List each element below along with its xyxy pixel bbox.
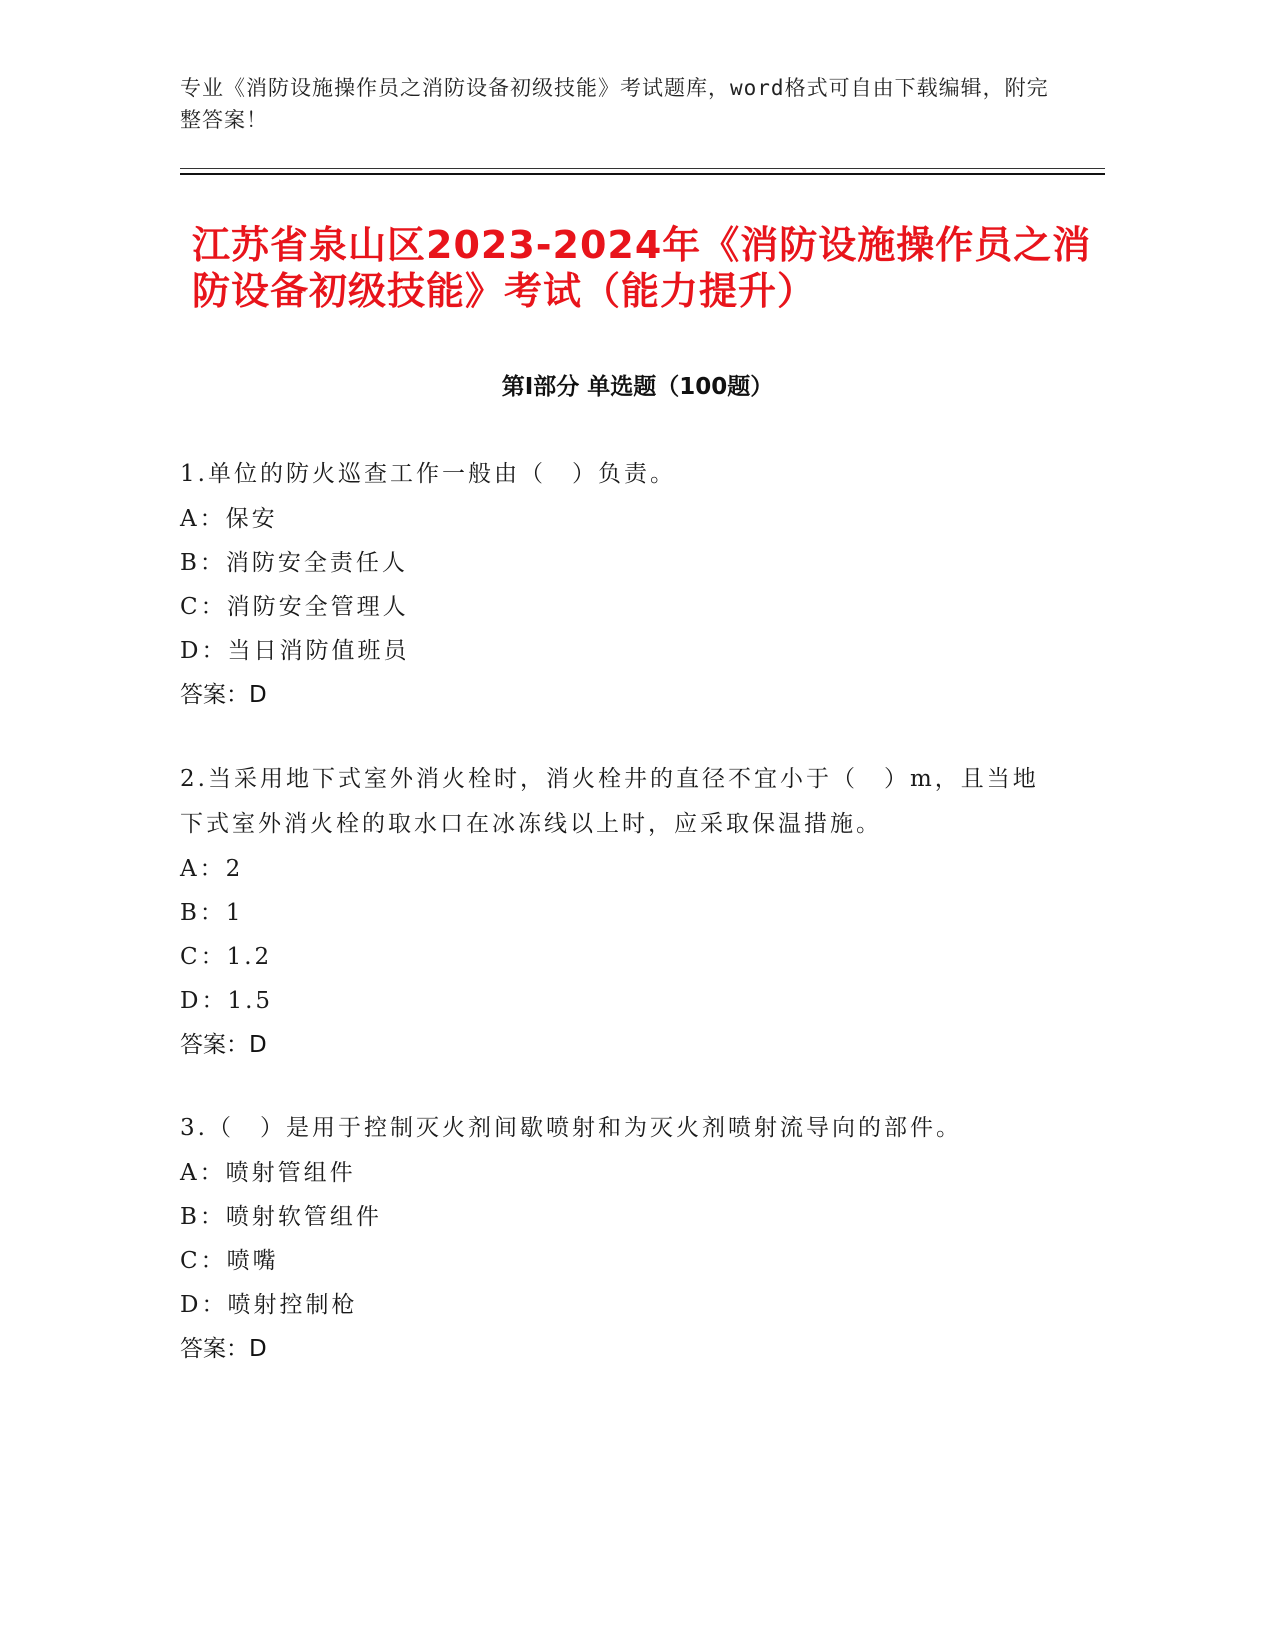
- answer-label: 答案：: [180, 1032, 249, 1058]
- option-b: [180, 1195, 1060, 1239]
- option-label: A：: [180, 1160, 226, 1186]
- option-label: B：: [180, 1204, 226, 1230]
- option-b: [180, 891, 1060, 935]
- answer: [180, 1327, 1060, 1371]
- option-label: C：: [180, 944, 227, 970]
- answer: [180, 1023, 1060, 1067]
- option-text: 2: [225, 856, 244, 882]
- question-2: [180, 757, 1060, 1067]
- section-heading: 第Ⅰ部分 单选题（100题）: [501, 374, 774, 400]
- option-a: [180, 847, 1060, 891]
- option-label: C：: [180, 1248, 227, 1274]
- option-text: 消防安全责任人: [225, 550, 408, 576]
- option-text: 喷射控制枪: [227, 1292, 358, 1318]
- option-d: [180, 979, 1060, 1023]
- option-b: [180, 541, 1060, 585]
- option-text: 1: [225, 900, 244, 926]
- option-a: [180, 1151, 1060, 1195]
- answer-label: 答案：: [180, 1336, 249, 1362]
- option-text: 保安: [225, 506, 278, 532]
- answer-value: D: [249, 1336, 267, 1362]
- option-text: 当日消防值班员: [227, 638, 410, 664]
- option-c: [180, 585, 1060, 629]
- answer-value: D: [249, 682, 267, 708]
- option-text: 消防安全管理人: [226, 594, 409, 620]
- option-text: 1.5: [227, 988, 274, 1014]
- option-label: D：: [180, 988, 228, 1014]
- option-d: [180, 1283, 1060, 1327]
- header-note: 专业《消防设施操作员之消防设备初级技能》考试题库，word格式可自由下载编辑，附完整答案！: [180, 76, 1049, 132]
- option-d: [180, 629, 1060, 673]
- question-stem: 3.（ ）是用于控制灭火剂间歇喷射和为灭火剂喷射流导向的部件。: [180, 1115, 962, 1141]
- question-3: [180, 1106, 1060, 1371]
- option-label: C：: [180, 594, 227, 620]
- option-text: 喷射管组件: [225, 1160, 356, 1186]
- header-rule-thin: [180, 168, 1105, 169]
- question-stem: 2.当采用地下式室外消火栓时，消火栓井的直径不宜小于（ ）m，且当地下式室外消火栓的取水口在冰冻线以上时，应采取保温措施。: [180, 766, 1039, 837]
- option-label: B：: [180, 550, 226, 576]
- option-label: B：: [180, 900, 226, 926]
- option-label: D：: [180, 1292, 228, 1318]
- answer-value: D: [249, 1032, 267, 1058]
- option-text: 1.2: [226, 944, 273, 970]
- option-label: D：: [180, 638, 228, 664]
- question-stem: 1.单位的防火巡查工作一般由（ ）负责。: [180, 461, 676, 487]
- answer-label: 答案：: [180, 682, 249, 708]
- option-c: [180, 1239, 1060, 1283]
- option-text: 喷射软管组件: [225, 1204, 382, 1230]
- question-1: [180, 452, 1060, 717]
- option-label: A：: [180, 506, 226, 532]
- document-title: 江苏省泉山区2023-2024年《消防设施操作员之消防设备初级技能》考试（能力提升）: [192, 223, 1092, 313]
- answer: [180, 673, 1060, 717]
- option-c: [180, 935, 1060, 979]
- option-a: [180, 497, 1060, 541]
- option-text: 喷嘴: [226, 1248, 279, 1274]
- header-rule-thick: [180, 173, 1105, 175]
- option-label: A：: [180, 856, 226, 882]
